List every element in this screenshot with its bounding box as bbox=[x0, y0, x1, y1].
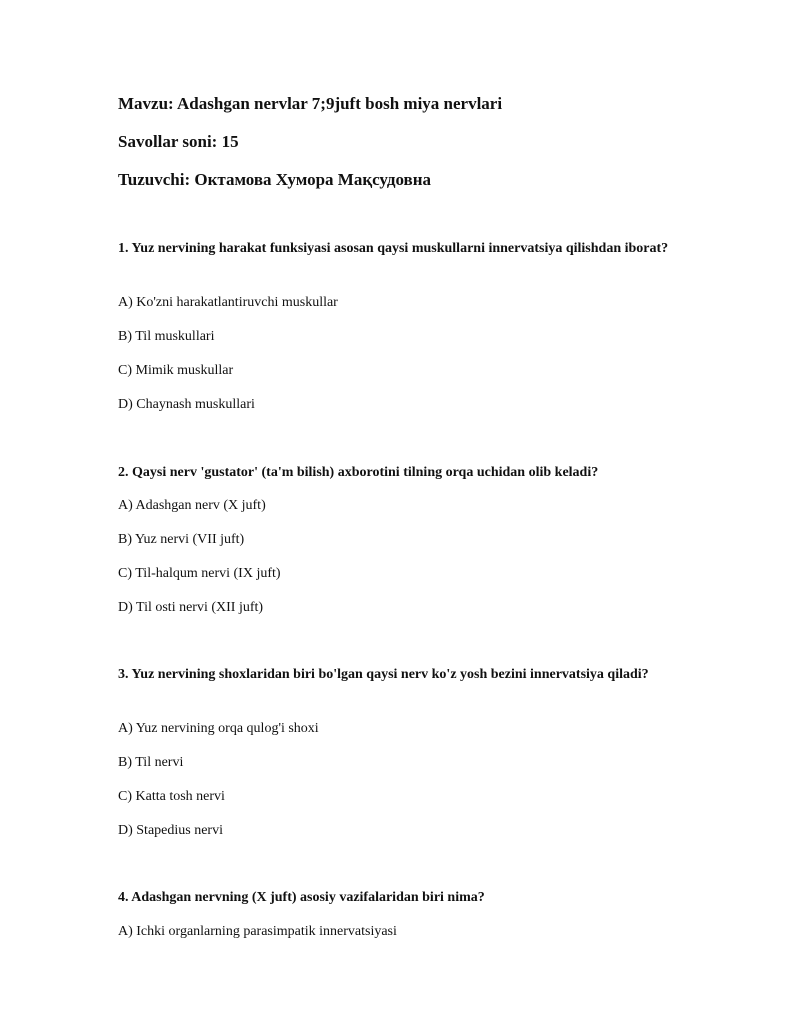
question-count: Savollar soni: 15 bbox=[118, 132, 239, 151]
question-text: 3. Yuz nervining shoxlaridan biri bo'lgan qaysi nerv ko'z yosh bezini innervatsiya qiladi? bbox=[118, 667, 649, 682]
answer-option: B) Til muskullari bbox=[118, 329, 215, 344]
answer-option: C) Katta tosh nervi bbox=[118, 789, 225, 804]
answer-option: B) Til nervi bbox=[118, 755, 184, 770]
answer-option: B) Yuz nervi (VII juft) bbox=[118, 532, 245, 547]
topic-title: Mavzu: Adashgan nervlar 7;9juft bosh miya nervlari bbox=[118, 94, 503, 113]
answer-option: A) Ichki organlarning parasimpatik innervatsiyasi bbox=[118, 924, 397, 939]
answer-option: C) Til-halqum nervi (IX juft) bbox=[118, 566, 281, 581]
answer-option: D) Chaynash muskullari bbox=[118, 397, 255, 412]
answer-option: A) Ko'zni harakatlantiruvchi muskullar bbox=[118, 295, 338, 310]
answer-option: A) Adashgan nerv (X juft) bbox=[118, 498, 266, 513]
author-line: Tuzuvchi: Октамова Хумора Мақсудовна bbox=[118, 170, 432, 189]
question-text: 1. Yuz nervining harakat funksiyasi asosan qaysi muskullarni innervatsiya qilishdan iborat? bbox=[118, 241, 669, 256]
answer-option: D) Til osti nervi (XII juft) bbox=[118, 600, 264, 615]
answer-option: D) Stapedius nervi bbox=[118, 823, 223, 838]
answer-option: C) Mimik muskullar bbox=[118, 363, 234, 378]
question-text: 2. Qaysi nerv 'gustator' (ta'm bilish) axborotini tilning orqa uchidan olib keladi? bbox=[118, 465, 599, 480]
question-text: 4. Adashgan nervning (X juft) asosiy vazifalaridan biri nima? bbox=[118, 890, 485, 905]
answer-option: A) Yuz nervining orqa qulog'i shoxi bbox=[118, 721, 319, 736]
